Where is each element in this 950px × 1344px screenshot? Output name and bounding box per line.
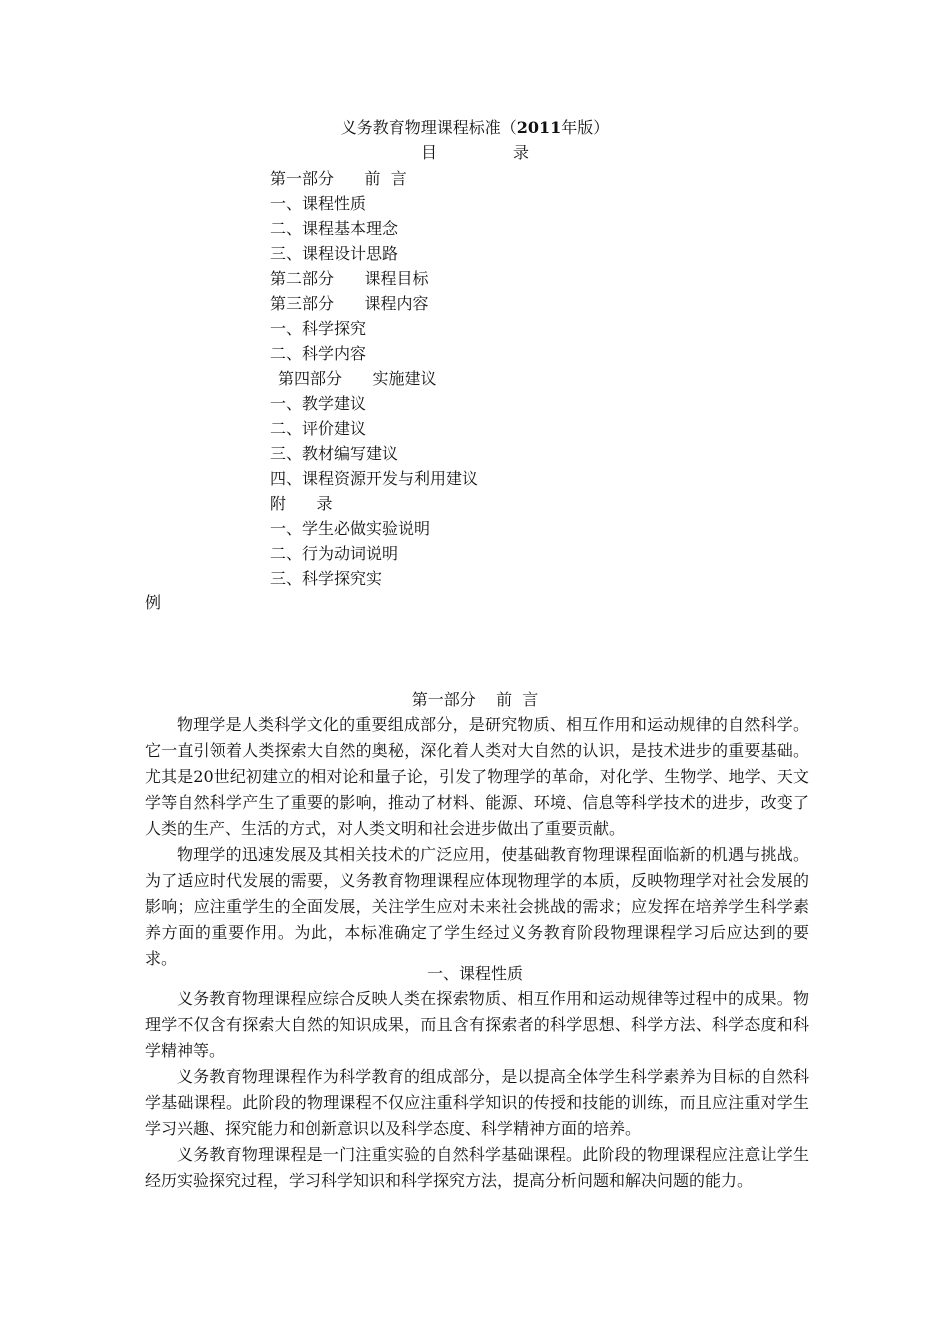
toc-item: 二、科学内容 bbox=[270, 344, 367, 363]
toc-item: 一、课程性质 bbox=[270, 194, 367, 213]
toc-item: 第一部分 前 言 bbox=[270, 169, 407, 188]
body-paragraph: 义务教育物理课程作为科学教育的组成部分，是以提高全体学生科学素养为目标的自然科学基础课程。此阶段的物理课程不仅应注重科学知识的传授和技能的训练，而且应注重对学生学习兴趣、探究能力和创新意识以及科学态度、科学精神方面的培养。 bbox=[145, 1067, 809, 1138]
toc-item: 二、行为动词说明 bbox=[270, 544, 399, 563]
table-of-contents bbox=[270, 166, 870, 591]
toc-item: 四、课程资源开发与利用建议 bbox=[270, 469, 479, 488]
section-heading: 一、课程性质 bbox=[426, 964, 523, 983]
toc-heading: 目录 bbox=[420, 143, 605, 162]
toc-item: 三、教材编写建议 bbox=[270, 444, 399, 463]
body-paragraph: 物理学的迅速发展及其相关技术的广泛应用，使基础教育物理课程面临新的机遇与挑战。为了适应时代发展的需要，义务教育物理课程应体现物理学的本质，反映物理学对社会发展的影响；应注重学生的全面发展，关注学生应对未来社会挑战的需求；应发挥在培养学生科学素养方面的重要作用。为此，本标准确定了学生经过义务教育阶段物理课程学习后应达到的要求。 bbox=[145, 845, 809, 968]
document-title bbox=[0, 116, 950, 140]
toc-wrapped-text: 例 bbox=[145, 593, 162, 612]
title-prefix: 义务教育物理课程标准（ bbox=[340, 118, 517, 137]
toc-item: 附 录 bbox=[270, 494, 333, 513]
body-paragraph: 义务教育物理课程是一门注重实验的自然科学基础课程。此阶段的物理课程应注意让学生经历实验探究过程，学习科学知识和科学探究方法，提高分析问题和解决问题的能力。 bbox=[145, 1145, 809, 1190]
toc-item: 二、评价建议 bbox=[270, 419, 367, 438]
preface-body bbox=[145, 712, 809, 972]
toc-item: 第三部分 课程内容 bbox=[270, 294, 429, 313]
toc-item: 一、教学建议 bbox=[270, 394, 367, 413]
title-suffix: 年版） bbox=[561, 118, 610, 137]
body-paragraph: 义务教育物理课程应综合反映人类在探索物质、相互作用和运动规律等过程中的成果。物理学不仅含有探索大自然的知识成果，而且含有探索者的科学思想、科学方法、科学态度和科学精神等。 bbox=[145, 989, 809, 1060]
title-year: 2011 bbox=[516, 118, 562, 137]
toc-item: 二、课程基本理念 bbox=[270, 219, 399, 238]
course-nature-body bbox=[145, 986, 809, 1194]
toc-item: 三、科学探究实 bbox=[270, 569, 383, 588]
part-heading: 第一部分 前 言 bbox=[411, 690, 539, 709]
toc-item: 三、课程设计思路 bbox=[270, 244, 399, 263]
body-paragraph: 物理学是人类科学文化的重要组成部分，是研究物质、相互作用和运动规律的自然科学。它一直引领着人类探索大自然的奥秘，深化着人类对大自然的认识，是技术进步的重要基础。尤其是20世纪初建立的相对论和量子论，引发了物理学的革命，对化学、生物学、地学、天文学等自然科学产生了重要的影响，推动了材料、能源、环境、信息等科学技术的进步，改变了人类的生产、生活的方式，对人类文明和社会进步做出了重要贡献。 bbox=[145, 715, 809, 838]
toc-item: 一、科学探究 bbox=[270, 319, 367, 338]
toc-item: 第二部分 课程目标 bbox=[270, 269, 429, 288]
toc-item: 一、学生必做实验说明 bbox=[270, 519, 431, 538]
toc-item: 第四部分 实施建议 bbox=[278, 369, 437, 388]
